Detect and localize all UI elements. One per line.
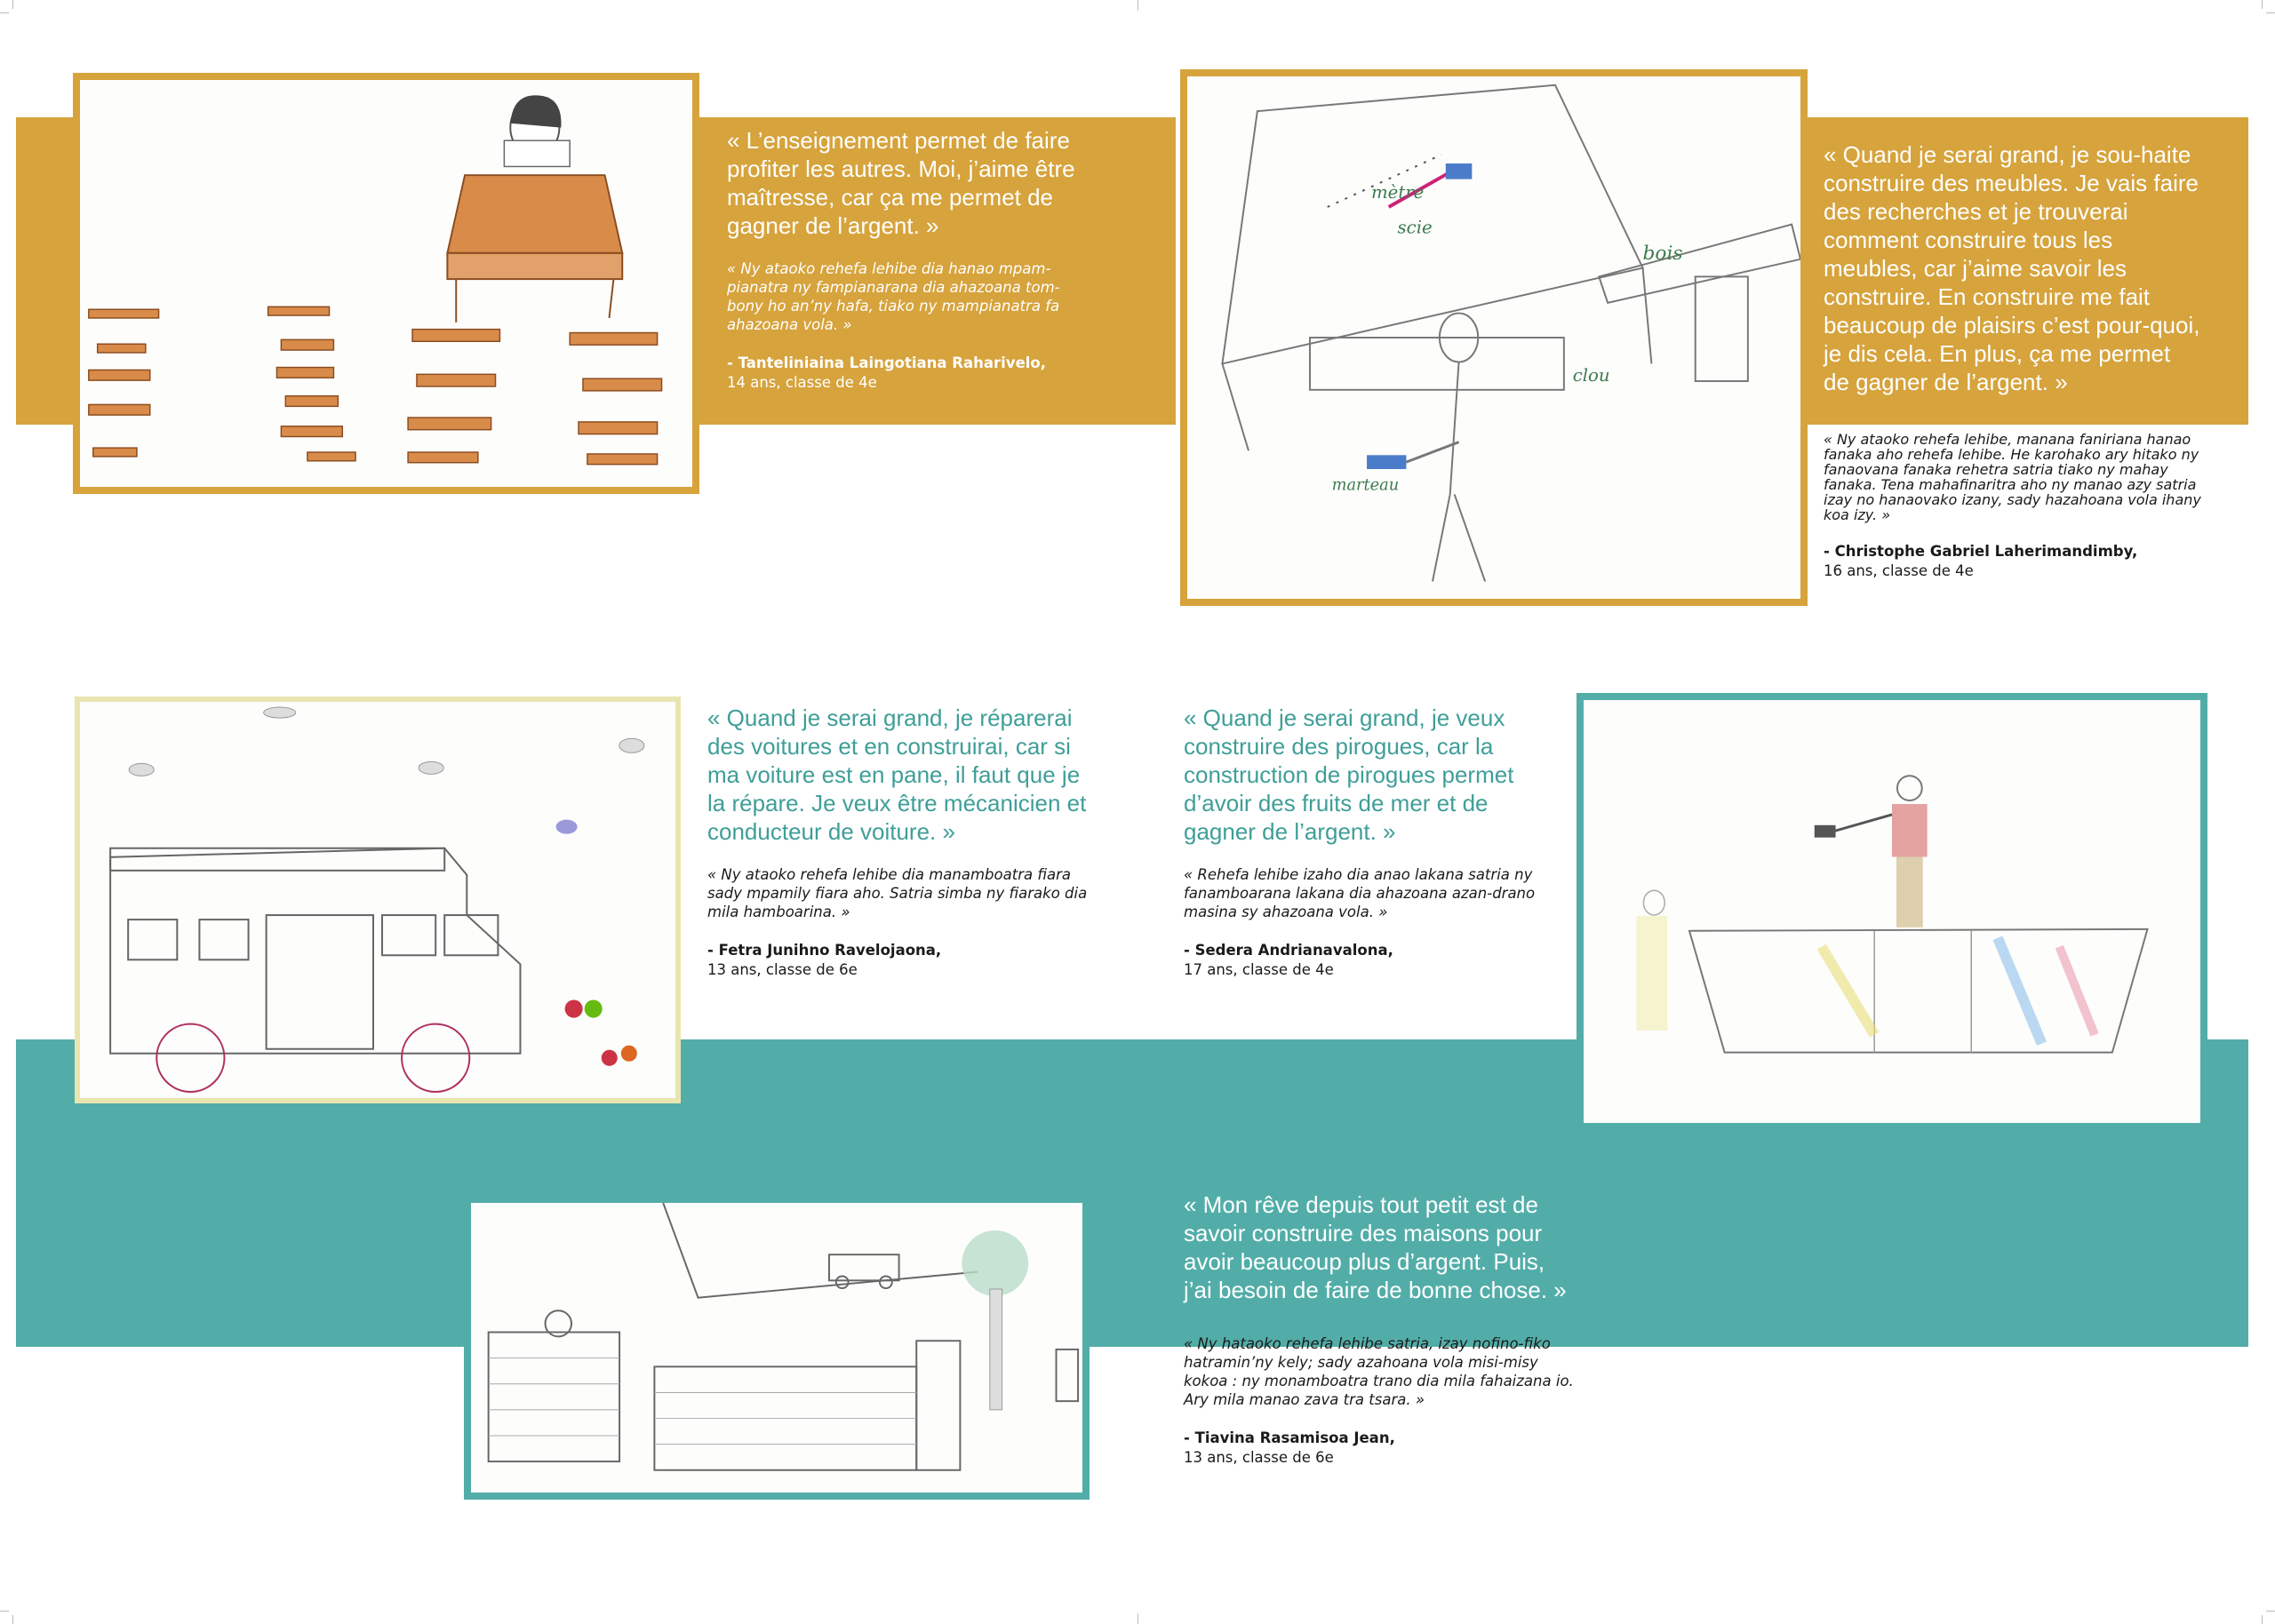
story-translation: « Ny ataoko rehefa lehibe, manana faniriana hanao fanaka aho rehefa lehibe. He karohako ary hitako ny fanaovana fanaka rehetra satria tiako ny mahay fanaka. Tena mahafinaritra aho ny manao azy satria izay no hanaovako izany, sady hazahoana vola ihany koa izy. » — [1824, 431, 2201, 523]
story-details: 17 ans, classe de 4e — [1184, 961, 1334, 978]
story-quote: « L’enseignement permet de faire profiter les autres. Moi, j’aime être maîtresse, car ça me permet de gagner de l’argent. » — [727, 127, 1075, 239]
crop-mark — [2266, 1611, 2275, 1612]
story-translation: « Ny ataoko rehefa lehibe dia hanao mpam-pianatra ny fampianarana dia ahazoana tom-bony ho an’ny hafa, tiako ny mampianatra fa ahazoana vola. » — [727, 260, 1060, 333]
story-details: 13 ans, classe de 6e — [1184, 1449, 1334, 1466]
story-furniture — [1824, 140, 2201, 581]
crop-mark — [12, 1615, 13, 1624]
crop-mark — [2262, 0, 2263, 9]
story-details: 16 ans, classe de 4e — [1824, 562, 1974, 579]
story-quote: « Quand je serai grand, je veux construire des pirogues, car la construction de pirogues permet d’avoir des fruits de mer et de gagner de l’argent. » — [1184, 705, 1514, 845]
story-author: - Tanteliniaina Laingotiana Raharivelo, — [727, 354, 1047, 371]
story-author: - Christophe Gabriel Laherimandimby, — [1824, 543, 2138, 560]
story-author: - Tiavina Rasamisoa Jean, — [1184, 1429, 1395, 1446]
story-pirogue — [1184, 704, 1557, 980]
story-mechanic — [707, 704, 1098, 980]
story-teacher — [727, 126, 1091, 393]
story-translation: « Rehefa lehibe izaho dia anao lakana satria ny fanamboarana lakana dia ahazoana azan-drano masina sy ahazoana vola. » — [1184, 866, 1536, 920]
crop-mark — [12, 0, 13, 9]
label-hammer: marteau — [1331, 476, 1400, 495]
story-author: - Fetra Junihno Ravelojaona, — [707, 942, 942, 959]
drawing-carpenter — [1180, 69, 1808, 606]
crop-mark — [2262, 1615, 2263, 1624]
crop-mark — [0, 12, 9, 13]
label-saw: scie — [1397, 217, 1433, 238]
story-translation: « Ny hataoko rehefa lehibe satria, izay nofino-fiko hatramin’ny kely; sady azahoana vola misi-misy kokoa : ny monamboatra trano dia mila fahaizana io. Ary mila manao zava tra tsara. » — [1184, 1335, 1574, 1408]
label-ruler: mètre — [1371, 182, 1425, 203]
story-details: 14 ans, classe de 4e — [727, 374, 877, 391]
story-houses — [1184, 1190, 1575, 1468]
drawing-bus — [75, 697, 681, 1103]
crop-mark — [2266, 12, 2275, 13]
story-quote: « Quand je serai grand, je sou-haite construire des meubles. Je vais faire des recherches et je trouverai comment construire tous les meubles, car j’aime savoir les construire. En construire me fait beaucoup de plaisirs c’est pour-quoi, je dis cela. En plus, ça me permet de gagner de l’argent. » — [1824, 141, 2200, 395]
crop-mark — [0, 1611, 9, 1612]
label-nail: clou — [1572, 365, 1610, 386]
story-author: - Sedera Andrianavalona, — [1184, 942, 1393, 959]
drawing-classroom — [73, 73, 699, 494]
drawing-pirogue — [1577, 693, 2207, 1130]
story-quote: « Quand je serai grand, je réparerai des voitures et en construirai, car si ma voiture est en pane, il faut que je la répare. Je veux être mécanicien et conducteur de voiture. » — [707, 705, 1087, 845]
label-wood: bois — [1642, 242, 1683, 265]
story-translation: « Ny ataoko rehefa lehibe dia manamboatra fiara sady mpamily fiara aho. Satria simba ny fiarako dia mila hamboarina. » — [707, 866, 1088, 920]
story-details: 13 ans, classe de 6e — [707, 961, 858, 978]
drawing-houses — [464, 1196, 1090, 1500]
story-quote: « Mon rêve depuis tout petit est de savoir construire des maisons pour avoir beaucoup plus d’argent. Puis, j’ai besoin de faire de bonne chose. » — [1184, 1191, 1567, 1303]
